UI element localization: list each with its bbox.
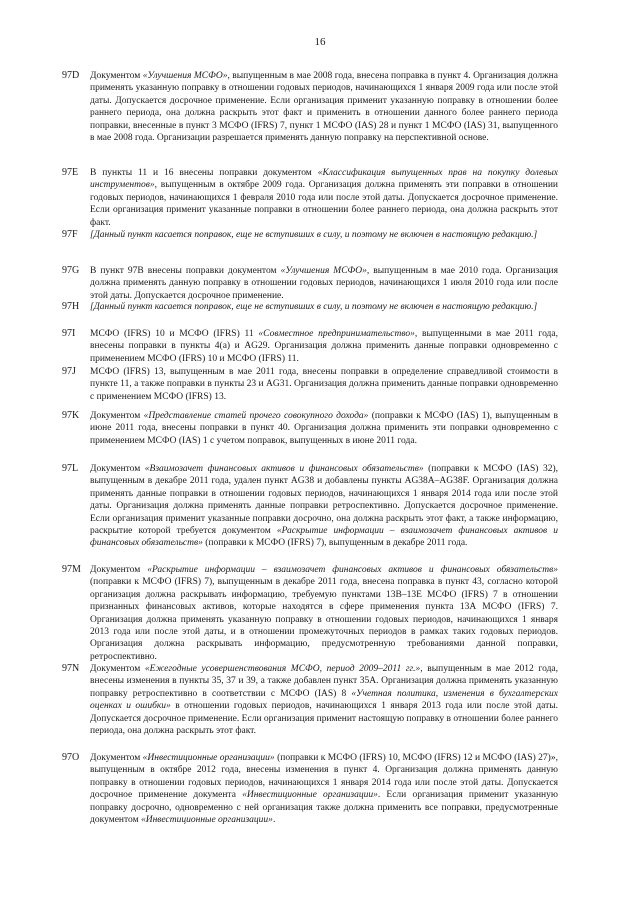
paragraph-number: 97E	[62, 167, 79, 178]
paragraph-text: [Данный пункт касается поправок, еще не вступивших в силу, и поэтому не включен в настоящую редакцию.]	[90, 230, 538, 240]
paragraph-text: МСФО (IFRS) 13, выпущенным в мае 2011 года, внесены поправки в определение справедливой стоимости в пункте 11, а также поправки в пункты 23 и AG31. Организация должна применить данные поправки одновременно с применением МСФО (IFRS) 13.	[90, 367, 558, 402]
paragraph-text: МСФО (IFRS) 10 и МСФО (IFRS) 11 «Совместное предпринимательство», выпущенными в мае 2011 года, внесены поправки в пункты 4(а) и AG29. Организация должна применить данные поправки одновременно с применением МСФО (IFRS) 10 и МСФО (IFRS) 11.	[90, 329, 558, 364]
paragraph-number: 97F	[62, 229, 78, 240]
paragraph-number: 97L	[62, 463, 79, 474]
paragraph-text: Документом «Улучшения МСФО», выпущенным в мае 2008 года, внесена поправка в пункт 4. Организация должна применять указанную поправку в отношении годовых периодов, начинающихся 1 января 2009 года или после этой даты. Допускается досрочное применение. Если организация применит указанную поправку в отношении более раннего периода, она должна раскрыть этот факт и применить в отношении данного более раннего периода поправки, внесенные в пункт 3 МСФО (IFRS) 7, пункт 1 МСФО (IAS) 28 и пункт 1 МСФО (IAS) 31, выпущенного в мае 2008 года. Организации разрешается применять данную поправку на перспективной основе.	[90, 71, 558, 144]
paragraph-97n	[62, 663, 562, 737]
paragraph-text: В пункты 11 и 16 внесены поправки документом «Классификация выпущенных прав на покупку долевых инструментов», выпущенным в октябре 2009 года. Организация должна применять эти поправки в отношении годовых периодов, начинающихся 1 февраля 2010 года или после этой даты. Допускается досрочное применение. Если организация применит указанные поправки в отношении более раннего периода, она должна раскрыть этот факт.	[90, 168, 558, 228]
paragraph-97j	[62, 366, 562, 403]
paragraph-text: Документом «Ежегодные усовершенствования МСФО, период 2009–2011 гг.», выпущенным в мае 2012 года, внесены изменения в пункты 35, 37 и 39, а также добавлен пункт 35A. Организация должна применять указанную поправку ретроспективно в соответствии с МСФО (IAS) 8 «Учетная политика, изменения в бухгалтерских оценках и ошибки» в отношении годовых периодов, начинающихся 1 января 2013 года или после этой даты. Допускается досрочное применение. Если организация применит настоящую поправку в отношении более раннего периода, она должна раскрыть этот факт.	[90, 664, 558, 737]
paragraph-number: 97D	[62, 70, 80, 81]
paragraph-97e	[62, 167, 562, 229]
paragraph-97i	[62, 328, 562, 365]
paragraph-text: Документом «Инвестиционные организации» (поправки к МСФО (IFRS) 10, МСФО (IFRS) 12 и МСФО (IAS) 27)», выпущенным в октябре 2012 года, внесены изменения в пункт 4. Организация должна применять данную поправку в отношении годовых периодов, начинающихся 1 января 2014 года или после этой даты. Допускается досрочное применение документа «Инвестиционные организации». Если организация применит указанную поправку досрочно, одновременно с ней организация также должна применить все поправки, предусмотренные документом «Инвестиционные организации».	[90, 753, 558, 826]
paragraph-number: 97H	[62, 301, 80, 312]
paragraph-text: Документом «Взаимозачет финансовых активов и финансовых обязательств» (поправки к МСФО (IAS) 32), выпущенным в декабре 2011 года, удален пункт AG38 и добавлены пункты AG38A–AG38F. Организация должна применять данные поправки в отношении годовых периодов, начинающихся 1 января 2014 года или после этой даты. Организация должна применять данные поправки ретроспективно. Допускается досрочное применение. Если организация применит указанные поправки досрочно, она должна раскрыть этот факт, а также информацию, раскрытие которой требуется документом «Раскрытие информации – взаимозачет финансовых активов и финансовых обязательств» (поправки к МСФО (IFRS) 7), выпущенным в декабре 2011 года.	[90, 464, 559, 549]
paragraph-97o	[62, 752, 562, 826]
paragraph-97l	[62, 463, 562, 550]
paragraph-97d	[62, 70, 562, 144]
paragraph-text: Документом «Раскрытие информации – взаимозачет финансовых активов и финансовых обязательств» (поправки к МСФО (IFRS) 7), выпущенным в декабре 2011 года, внесена поправка в пункт 43, согласно которой организация должна раскрывать информацию, требуемую пунктами 13B–13E МСФО (IFRS) 7 в отношении признанных финансовых активов, которые находятся в сфере применения пункта 13A МСФО (IFRS) 7. Организация должна применять указанную поправку в отношении годовых периодов, начинающихся 1 января 2013 года или после этой даты, и в отношении промежуточных периодов в рамках таких годовых периодов. Организация должна раскрывать информацию, предусмотренную требованиями данной поправки, ретроспективно.	[90, 565, 558, 662]
paragraph-number: 97M	[62, 564, 81, 575]
paragraph-number: 97I	[62, 328, 76, 339]
paragraph-97f	[62, 229, 562, 241]
page-number: 16	[314, 36, 326, 48]
paragraph-97k	[62, 410, 562, 447]
paragraph-number: 97N	[62, 663, 80, 674]
paragraph-number: 97G	[62, 265, 80, 276]
paragraph-number: 97J	[62, 366, 76, 377]
paragraph-97m	[62, 564, 562, 663]
paragraph-number: 97O	[62, 752, 80, 763]
paragraph-97g	[62, 265, 562, 302]
paragraph-97h	[62, 301, 562, 313]
paragraph-number: 97K	[62, 410, 80, 421]
paragraph-text: [Данный пункт касается поправок, еще не вступивших в силу, и поэтому не включен в настоящую редакцию.]	[90, 302, 538, 312]
paragraph-text: Документом «Представление статей прочего совокупного дохода» (поправки к МСФО (IAS) 1), выпущенным в июне 2011 года, внесены поправки в пункт 40. Организация должна применить эти поправки одновременно с применением МСФО (IAS) 1 с учетом поправок, выпущенных в июне 2011 года.	[90, 411, 558, 446]
paragraph-text: В пункт 97В внесены поправки документом «Улучшения МСФО», выпущенным в мае 2010 года. Организация должна применять данную поправку в отношении годовых периодов, начинающихся 1 июля 2010 года или после этой даты. Допускается досрочное применение.	[90, 266, 559, 301]
